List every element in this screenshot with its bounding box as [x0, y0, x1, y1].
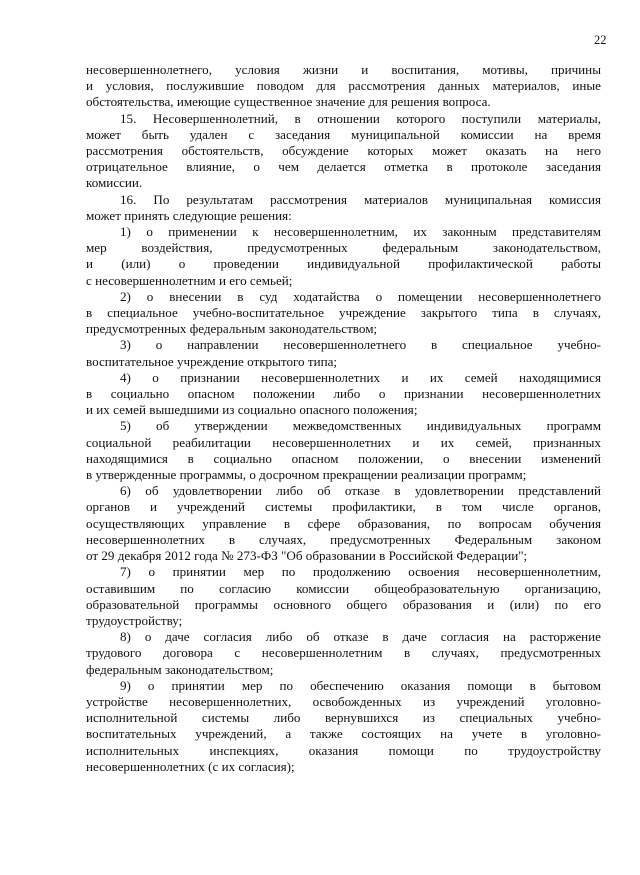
text-line: 6) об удовлетворении либо об отказе в удовлетворении представлений: [120, 483, 601, 499]
text-line: 15. Несовершеннолетний, в отношении которого поступили материалы,: [120, 110, 601, 126]
text-line: в социально опасном положении либо о признании несовершеннолетних: [86, 386, 601, 402]
text-line: социальной реабилитации несовершеннолетних и их семей, признанных: [86, 434, 601, 450]
text-line: и (или) о проведении индивидуальной профилактической работы: [86, 256, 601, 272]
text-line: несовершеннолетних (с их согласия);: [86, 758, 295, 774]
text-line: 1) о применении к несовершеннолетним, их законным представителям: [120, 224, 601, 240]
text-line: трудоустройству;: [86, 612, 183, 628]
text-line: 9) о принятии мер по обеспечению оказания помощи в бытовом: [120, 677, 601, 693]
text-line: органов и учреждений системы профилактики, в том числе органов,: [86, 499, 601, 515]
text-line: и условия, послужившие поводом для рассмотрения данных материалов, иные: [86, 78, 601, 94]
text-line: трудового договора с несовершеннолетним в случаях, предусмотренных: [86, 645, 601, 661]
text-line: несовершеннолетних в случаях, предусмотренных Федеральным законом: [86, 531, 601, 547]
text-line: 7) о принятии мер по продолжению освоения несовершеннолетним,: [120, 564, 601, 580]
paragraph-continuation: [86, 62, 601, 111]
text-line: находящимися в социально опасном положении, о внесении изменений: [86, 450, 601, 466]
text-line: рассмотрения обстоятельств, обсуждение которых может оказать на него: [86, 143, 601, 159]
paragraph-subitem-9: [86, 678, 601, 775]
paragraph-subitem-4: [86, 370, 601, 419]
paragraph-subitem-8: [86, 629, 601, 678]
text-line: в специальное учебно-воспитательное учреждение закрытого типа в случаях,: [86, 305, 601, 321]
paragraph-subitem-6: [86, 483, 601, 564]
text-line: осуществляющих управление в сфере образования, по вопросам обучения: [86, 515, 601, 531]
text-line: 3) о направлении несовершеннолетнего в специальное учебно-: [120, 337, 601, 353]
text-line: исполнительной системы либо вернувшихся из специальных учебно-: [86, 710, 601, 726]
text-line: может принять следующие решения:: [86, 207, 292, 223]
paragraph-subitem-1: [86, 224, 601, 289]
text-line: оставившим по согласию комиссии общеобразовательную организацию,: [86, 580, 601, 596]
text-line: от 29 декабря 2012 года № 273-ФЗ "Об образовании в Российской Федерации";: [86, 548, 528, 564]
text-line: федеральным законодательством;: [86, 661, 274, 677]
text-line: мер воздействия, предусмотренных федеральным законодательством,: [86, 240, 601, 256]
text-line: исполнительных инспекциях, оказания помощи по трудоустройству: [86, 742, 601, 758]
paragraph-item-15: [86, 111, 601, 192]
text-line: комиссии.: [86, 175, 143, 191]
paragraph-subitem-3: [86, 337, 601, 369]
text-line: и их семей вышедшими из социально опасного положения;: [86, 402, 418, 418]
text-line: несовершеннолетнего, условия жизни и воспитания, мотивы, причины: [86, 62, 601, 77]
text-line: отрицательное влияние, о чем делается отметка в протоколе заседания: [86, 159, 601, 175]
text-line: предусмотренных федеральным законодательством;: [86, 321, 378, 337]
paragraph-subitem-7: [86, 564, 601, 629]
text-line: образовательной программы основного общего образования и (или) по его: [86, 596, 601, 612]
text-line: с несовершеннолетним и его семьей;: [86, 272, 293, 288]
text-line: устройстве несовершеннолетних, освобожденных из учреждений уголовно-: [86, 693, 601, 709]
paragraph-item-16: [86, 192, 601, 224]
text-line: 16. По результатам рассмотрения материалов муниципальная комиссия: [120, 191, 601, 207]
text-line: 5) об утверждении межведомственных индивидуальных программ: [120, 418, 601, 434]
text-line: воспитательное учреждение открытого типа;: [86, 353, 338, 369]
paragraph-subitem-2: [86, 289, 601, 338]
paragraph-subitem-5: [86, 418, 601, 483]
document-body: [86, 62, 601, 775]
text-line: может быть удален с заседания муниципальной комиссии на время: [86, 126, 601, 142]
text-line: 2) о внесении в суд ходатайства о помещении несовершеннолетнего: [120, 288, 601, 304]
text-line: в утвержденные программы, о досрочном прекращении реализации программ;: [86, 467, 527, 483]
page-number: 22: [594, 33, 607, 47]
text-line: 4) о признании несовершеннолетних и их семей находящимися: [120, 369, 601, 385]
text-line: воспитательных учреждений, а также состоящих на учете в уголовно-: [86, 726, 601, 742]
text-line: обстоятельства, имеющие существенное значение для решения вопроса.: [86, 94, 491, 110]
text-line: 8) о даче согласия либо об отказе в даче согласия на расторжение: [120, 629, 601, 645]
